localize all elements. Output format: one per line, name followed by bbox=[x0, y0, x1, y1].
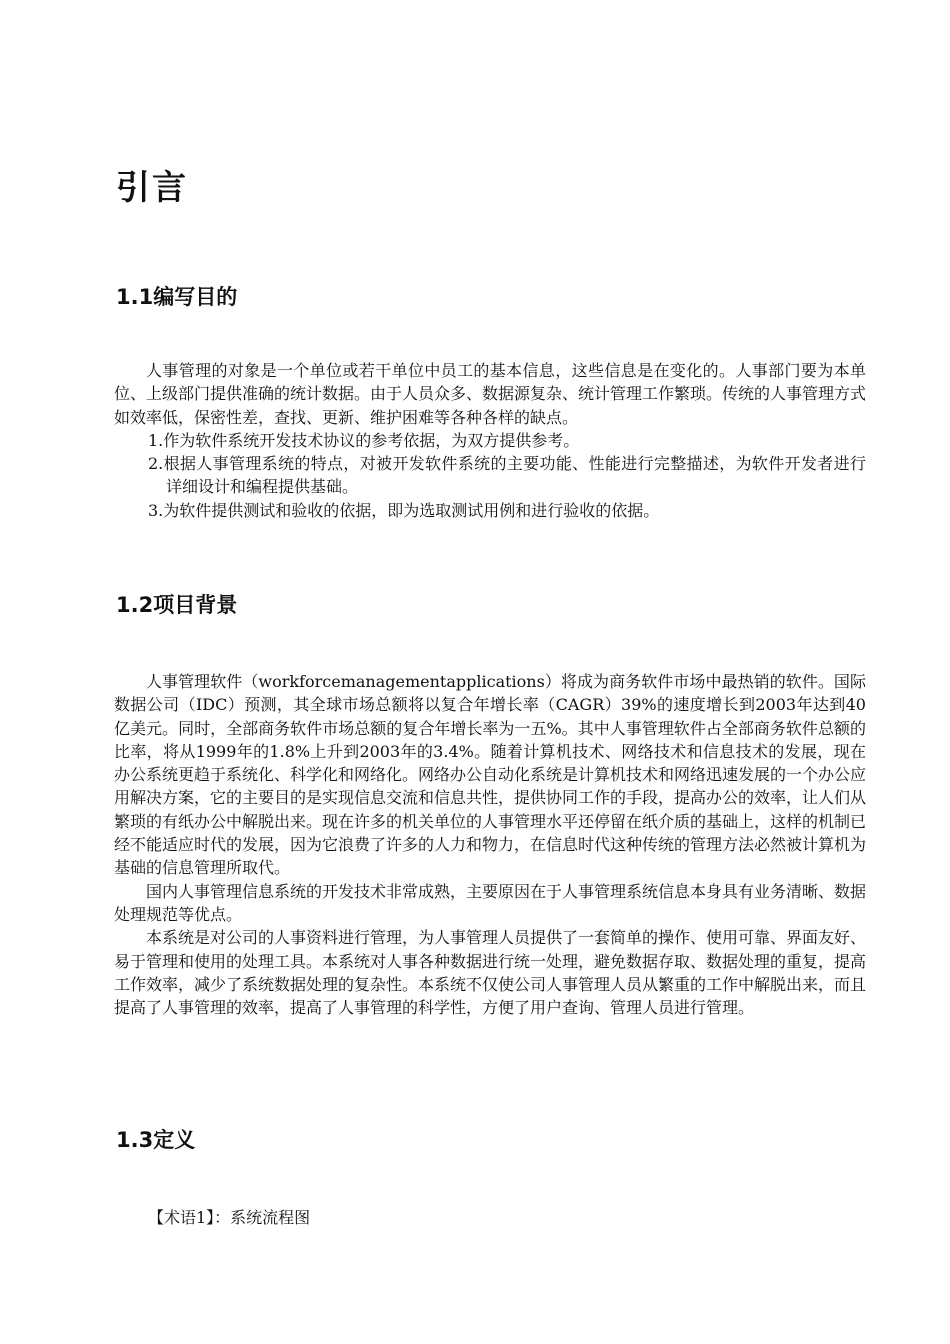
list-item: 2.根据人事管理系统的特点，对被开发软件系统的主要功能、性能进行完整描述，为软件开发者进行详细设计和编程提供基础。 bbox=[148, 454, 866, 497]
section-body-background bbox=[114, 670, 866, 1019]
paragraph: 人事管理的对象是一个单位或若干单位中员工的基本信息，这些信息是在变化的。人事部门要为本单位、上级部门提供准确的统计数据。由于人员众多、数据源复杂、统计管理工作繁琐。传统的人事管理方式如效率低，保密性差，查找、更新、维护困难等各种各样的缺点。 bbox=[114, 361, 867, 427]
page-title: 引言 bbox=[116, 168, 188, 208]
paragraph: 国内人事管理信息系统的开发技术非常成熟，主要原因在于人事管理系统信息本身具有业务清晰、数据处理规范等优点。 bbox=[114, 881, 867, 924]
section-body-purpose bbox=[114, 359, 866, 522]
term-definition: 【术语1】：系统流程图 bbox=[148, 1208, 311, 1227]
purpose-list bbox=[114, 429, 866, 522]
paragraph: 本系统是对公司的人事资料进行管理，为人事管理人员提供了一套简单的操作、使用可靠、界面友好、易于管理和使用的处理工具。本系统对人事各种数据进行统一处理，避免数据存取、数据处理的重复，提高工作效率，减少了系统数据处理的复杂性。本系统不仅使公司人事管理人员从繁重的工作中解脱出来，而且提高了人事管理的效率，提高了人事管理的科学性，方便了用户查询、管理人员进行管理。 bbox=[114, 928, 867, 1018]
list-item: 3.为软件提供测试和验收的依据，即为选取测试用例和进行验收的依据。 bbox=[148, 500, 660, 520]
paragraph: 人事管理软件（workforcemanagementapplications）将成为商务软件市场中最热销的软件。国际数据公司（IDC）预测，其全球市场总额将以复合年增长率（CAGR）39%的速度增长到2003年达到40亿美元。同时，全部商务软件市场总额的复合年增长率为一五%。其中人事管理软件占全部商务软件总额的比率，将从1999年的1.8%上升到2003年的3.4%。随着计算机技术、网络技术和信息技术的发展，现在办公系统更趋于系统化、科学化和网络化。网络办公自动化系统是计算机技术和网络迅速发展的一个办公应用解决方案，它的主要目的是实现信息交流和信息共性，提供协同工作的手段，提高办公的效率，让人们从繁琐的有纸办公中解脱出来。现在许多的机关单位的人事管理水平还停留在纸介质的基础上，这样的机制已经不能适应时代的发展，因为它浪费了许多的人力和物力，在信息时代这种传统的管理方法必然被计算机为基础的信息管理所取代。 bbox=[114, 672, 867, 878]
section-heading-definitions: 1.3定义 bbox=[116, 1128, 196, 1152]
section-heading-background: 1.2项目背景 bbox=[116, 593, 238, 617]
list-item: 1.作为软件系统开发技术协议的参考依据，为双方提供参考。 bbox=[148, 430, 580, 450]
section-heading-purpose: 1.1编写目的 bbox=[116, 285, 238, 309]
